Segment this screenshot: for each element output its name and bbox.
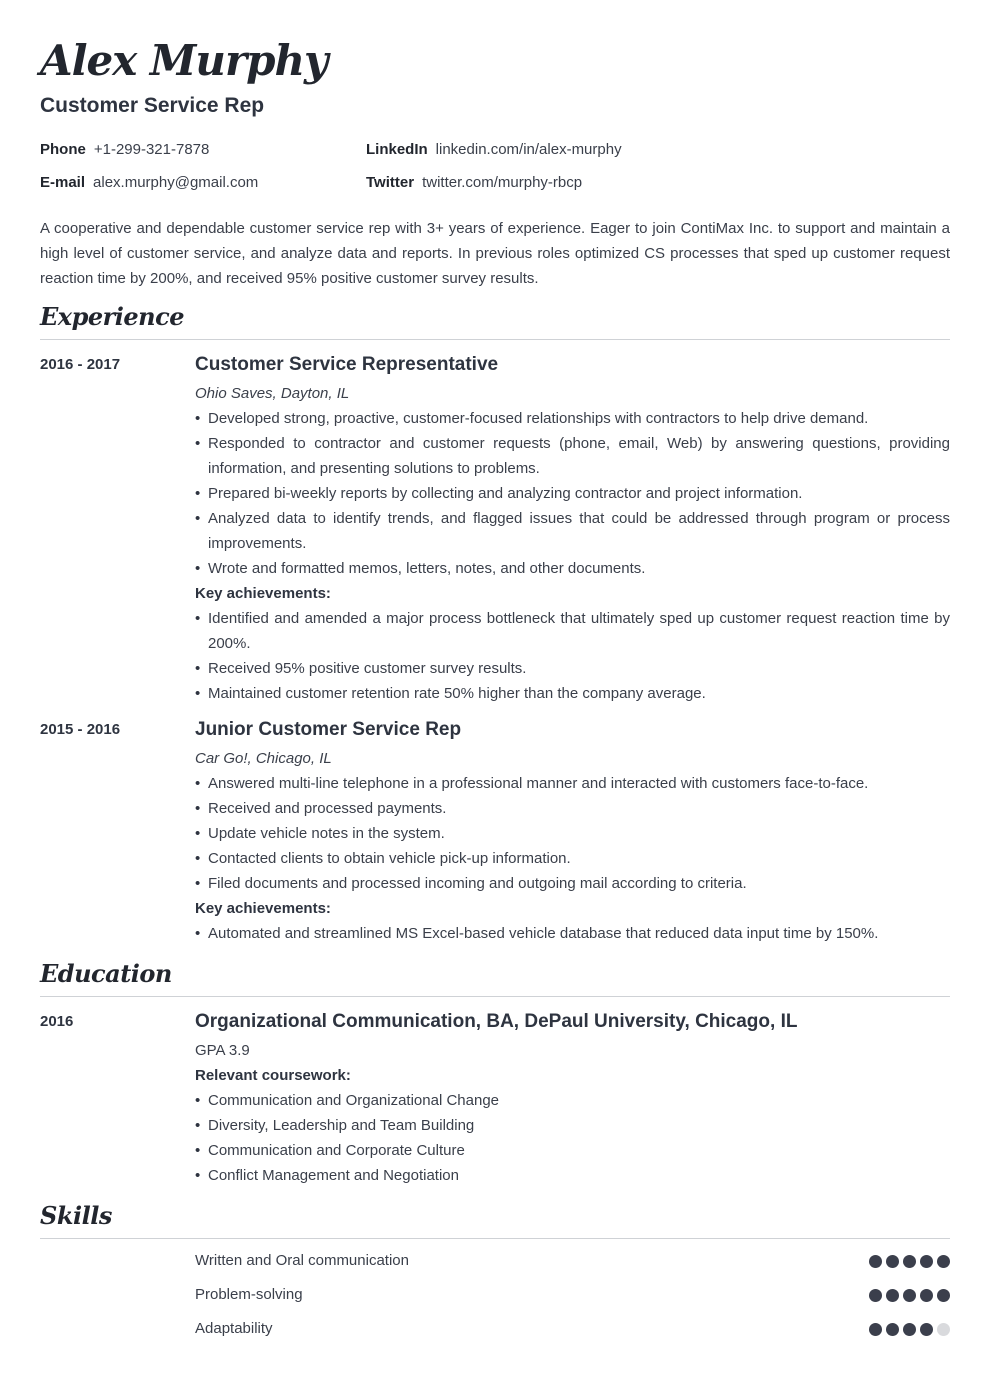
list-item: • Identified and amended a major process bottleneck that ultimately sped up customer request reaction time by 200%. (195, 606, 950, 656)
rating-dot-filled (920, 1323, 933, 1336)
job-title: Customer Service Representative (195, 354, 499, 375)
list-item: • Wrote and formatted memos, letters, notes, and other documents. (195, 556, 950, 581)
experience-body (195, 717, 950, 946)
responsibility-list (195, 771, 950, 896)
linkedin-value: linkedin.com/in/alex-murphy (435, 141, 622, 158)
candidate-name: Alex Murphy (40, 36, 328, 85)
twitter-label: Twitter (366, 174, 415, 191)
contact-linkedin (366, 141, 622, 158)
list-item: • Communication and Corporate Culture (195, 1138, 950, 1163)
rating-dot-filled (869, 1255, 882, 1268)
rating-dot-filled (920, 1289, 933, 1302)
job-title: Junior Customer Service Rep (195, 719, 462, 740)
skill-rating (869, 1255, 950, 1268)
responsibility-list (195, 406, 950, 581)
education-body (195, 1009, 950, 1188)
experience-heading: Experience (40, 302, 950, 340)
education-heading: Education (40, 959, 950, 997)
list-item: • Diversity, Leadership and Team Building (195, 1113, 950, 1138)
rating-dot-filled (920, 1255, 933, 1268)
list-item: • Maintained customer retention rate 50% higher than the company average. (195, 681, 950, 706)
rating-dot-filled (903, 1289, 916, 1302)
linkedin-label: LinkedIn (366, 141, 428, 158)
gpa: GPA 3.9 (195, 1042, 250, 1059)
list-item: • Received 95% positive customer survey results. (195, 656, 950, 681)
experience-dates: 2015 - 2016 (40, 721, 121, 738)
contact-phone (40, 141, 209, 158)
rating-dot-filled (886, 1255, 899, 1268)
coursework-list (195, 1088, 950, 1188)
list-item: • Update vehicle notes in the system. (195, 821, 950, 846)
rating-dot-filled (886, 1289, 899, 1302)
skill-name: Problem-solving (195, 1286, 303, 1303)
rating-dot-filled (869, 1289, 882, 1302)
company-name: Car Go!, Chicago, IL (195, 750, 332, 767)
coursework-label: Relevant coursework: (195, 1067, 351, 1084)
skill-row (195, 1250, 950, 1274)
phone-value: +1-299-321-7878 (93, 141, 210, 158)
email-label: E-mail (40, 174, 86, 191)
skill-row (195, 1284, 950, 1308)
achievement-list (195, 921, 950, 946)
experience-body (195, 352, 950, 706)
list-item: • Prepared bi-weekly reports by collecting and analyzing contractor and project information. (195, 481, 950, 506)
rating-dot-filled (937, 1289, 950, 1302)
list-item: • Automated and streamlined MS Excel-based vehicle database that reduced data input time by 150%. (195, 921, 950, 946)
list-item: • Conflict Management and Negotiation (195, 1163, 950, 1188)
rating-dot-filled (886, 1323, 899, 1336)
skill-rating (869, 1323, 950, 1336)
contact-email (40, 174, 258, 191)
skill-name: Written and Oral communication (195, 1252, 409, 1269)
experience-dates: 2016 - 2017 (40, 356, 121, 373)
skill-row (195, 1318, 950, 1342)
list-item: • Communication and Organizational Change (195, 1088, 950, 1113)
skills-heading: Skills (40, 1201, 950, 1239)
rating-dot-filled (937, 1255, 950, 1268)
phone-label: Phone (40, 141, 86, 158)
contact-twitter (366, 174, 582, 191)
list-item: • Filed documents and processed incoming and outgoing mail according to criteria. (195, 871, 950, 896)
rating-dot-filled (903, 1323, 916, 1336)
list-item: • Contacted clients to obtain vehicle pick-up information. (195, 846, 950, 871)
skill-name: Adaptability (195, 1320, 273, 1337)
company-name: Ohio Saves, Dayton, IL (195, 385, 350, 402)
achievement-list (195, 606, 950, 706)
skill-rating (869, 1289, 950, 1302)
rating-dot-empty (937, 1323, 950, 1336)
summary-paragraph: A cooperative and dependable customer service rep with 3+ years of experience. Eager to join ContiMax Inc. to support and maintain a high level of customer service, and analyze data and reports. In previous roles optimized CS processes that sped up customer request reaction time by 200%, and received 95% positive customer survey results. (40, 220, 950, 287)
list-item: • Answered multi-line telephone in a professional manner and interacted with customers face-to-face. (195, 771, 950, 796)
email-value: alex.murphy@gmail.com (93, 174, 259, 191)
list-item: • Analyzed data to identify trends, and flagged issues that could be addressed through program or process improvements. (195, 506, 950, 556)
twitter-value: twitter.com/murphy-rbcp (422, 174, 583, 191)
list-item: • Responded to contractor and customer requests (phone, email, Web) by answering questions, providing information, and presenting solutions to problems. (195, 431, 950, 481)
rating-dot-filled (869, 1323, 882, 1336)
rating-dot-filled (903, 1255, 916, 1268)
degree-title: Organizational Communication, BA, DePaul University, Chicago, IL (195, 1011, 798, 1032)
candidate-title: Customer Service Rep (40, 94, 265, 117)
achievements-label: Key achievements: (195, 900, 331, 917)
list-item: • Received and processed payments. (195, 796, 950, 821)
achievements-label: Key achievements: (195, 585, 331, 602)
education-date: 2016 (40, 1013, 74, 1030)
list-item: • Developed strong, proactive, customer-focused relationships with contractors to help drive demand. (195, 406, 950, 431)
